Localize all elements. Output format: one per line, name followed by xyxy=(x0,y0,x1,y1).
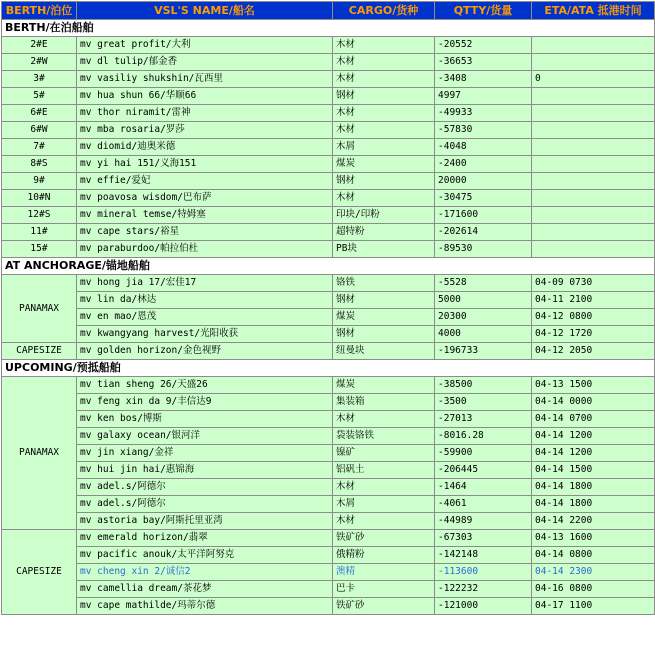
berth-cell: 11# xyxy=(2,224,77,241)
eta-cell: 04-12 2050 xyxy=(532,343,655,360)
quantity-cell: -89530 xyxy=(435,241,532,258)
eta-cell: 04-14 1500 xyxy=(532,462,655,479)
eta-cell xyxy=(532,190,655,207)
berth-cell: 8#S xyxy=(2,156,77,173)
quantity-cell: -44989 xyxy=(435,513,532,530)
cargo-cell: 木材 xyxy=(333,37,435,54)
vessel-name-cell: mv great profit/大利 xyxy=(77,37,333,54)
vessel-name-cell: mv en mao/恩茂 xyxy=(77,309,333,326)
cargo-cell: 煤炭 xyxy=(333,309,435,326)
cargo-cell: 木材 xyxy=(333,122,435,139)
vessel-name-cell: mv poavosa wisdom/巴布萨 xyxy=(77,190,333,207)
cargo-cell: 澳精 xyxy=(333,564,435,581)
eta-cell xyxy=(532,156,655,173)
eta-cell xyxy=(532,173,655,190)
cargo-cell: 木材 xyxy=(333,105,435,122)
table-row xyxy=(2,394,655,411)
table-row xyxy=(2,564,655,581)
vessel-name-cell: mv feng xin da 9/丰信达9 xyxy=(77,394,333,411)
eta-cell: 04-14 2200 xyxy=(532,513,655,530)
quantity-cell: -3408 xyxy=(435,71,532,88)
quantity-cell: -36653 xyxy=(435,54,532,71)
vessel-name-cell: mv astoria bay/阿斯托里亚湾 xyxy=(77,513,333,530)
vessel-name-cell: mv pacific anouk/太平洋阿努克 xyxy=(77,547,333,564)
cargo-cell: 巴卡 xyxy=(333,581,435,598)
vessel-name-cell: mv thor niramit/雷神 xyxy=(77,105,333,122)
table-row xyxy=(2,343,655,360)
table-row xyxy=(2,479,655,496)
vessel-line-up-table xyxy=(1,1,655,615)
section-header-row xyxy=(2,20,655,37)
eta-cell: 04-14 0800 xyxy=(532,547,655,564)
vessel-name-cell: mv hua shun 66/华顺66 xyxy=(77,88,333,105)
cargo-cell: 钢材 xyxy=(333,326,435,343)
vessel-name-cell: mv vasiliy shukshin/瓦西里 xyxy=(77,71,333,88)
table-row xyxy=(2,224,655,241)
eta-cell: 04-13 1500 xyxy=(532,377,655,394)
eta-cell: 04-17 1100 xyxy=(532,598,655,615)
vessel-name-cell: mv adel.s/阿德尔 xyxy=(77,496,333,513)
quantity-cell: -121000 xyxy=(435,598,532,615)
cargo-cell: 木材 xyxy=(333,190,435,207)
table-row xyxy=(2,105,655,122)
quantity-cell: -30475 xyxy=(435,190,532,207)
vessel-name-cell: mv tian sheng 26/天盛26 xyxy=(77,377,333,394)
eta-cell: 04-14 1200 xyxy=(532,445,655,462)
quantity-cell: -38500 xyxy=(435,377,532,394)
eta-cell: 04-11 2100 xyxy=(532,292,655,309)
eta-cell xyxy=(532,37,655,54)
cargo-cell: 纽曼块 xyxy=(333,343,435,360)
table-row xyxy=(2,513,655,530)
quantity-cell: 5000 xyxy=(435,292,532,309)
cargo-cell: 煤炭 xyxy=(333,377,435,394)
vessel-name-cell: mv cape stars/裕星 xyxy=(77,224,333,241)
vessel-name-cell: mv jin xiang/金祥 xyxy=(77,445,333,462)
eta-cell xyxy=(532,224,655,241)
berth-cell: 6#E xyxy=(2,105,77,122)
cargo-cell: 木屑 xyxy=(333,496,435,513)
vessel-class-cell: CAPESIZE xyxy=(2,530,77,615)
table-row xyxy=(2,241,655,258)
section-header-row xyxy=(2,258,655,275)
eta-cell: 04-12 0800 xyxy=(532,309,655,326)
quantity-cell: -142148 xyxy=(435,547,532,564)
eta-cell xyxy=(532,139,655,156)
eta-cell: 04-16 0800 xyxy=(532,581,655,598)
vessel-name-cell: mv kwangyang harvest/光阳收获 xyxy=(77,326,333,343)
vessel-class-cell: PANAMAX xyxy=(2,275,77,343)
eta-cell: 04-13 1600 xyxy=(532,530,655,547)
quantity-cell: -8016.28 xyxy=(435,428,532,445)
quantity-cell: -113600 xyxy=(435,564,532,581)
eta-cell xyxy=(532,122,655,139)
table-row xyxy=(2,88,655,105)
table-row xyxy=(2,377,655,394)
vessel-name-cell: mv cheng xin 2/诚信2 xyxy=(77,564,333,581)
cargo-cell: 木材 xyxy=(333,411,435,428)
berth-cell: 2#W xyxy=(2,54,77,71)
eta-cell: 0 xyxy=(532,71,655,88)
vessel-name-cell: mv dl tulip/郁金香 xyxy=(77,54,333,71)
table-row xyxy=(2,37,655,54)
quantity-cell: -59900 xyxy=(435,445,532,462)
quantity-cell: -171600 xyxy=(435,207,532,224)
vessel-name-cell: mv adel.s/阿德尔 xyxy=(77,479,333,496)
table-row xyxy=(2,428,655,445)
berth-cell: 7# xyxy=(2,139,77,156)
eta-cell: 04-14 0000 xyxy=(532,394,655,411)
vessel-name-cell: mv mineral temse/特姆塞 xyxy=(77,207,333,224)
quantity-cell: -196733 xyxy=(435,343,532,360)
table-row xyxy=(2,139,655,156)
section-title: BERTH/在泊船舶 xyxy=(2,20,655,37)
eta-cell: 04-14 1800 xyxy=(532,479,655,496)
table-row xyxy=(2,275,655,292)
vessel-name-cell: mv diomid/迪奥米德 xyxy=(77,139,333,156)
cargo-cell: 铬铁 xyxy=(333,275,435,292)
eta-cell: 04-09 0730 xyxy=(532,275,655,292)
cargo-cell: 镍矿 xyxy=(333,445,435,462)
table-row xyxy=(2,309,655,326)
table-row xyxy=(2,292,655,309)
table-row xyxy=(2,581,655,598)
vessel-name-cell: mv cape mathilde/玛蒂尔德 xyxy=(77,598,333,615)
quantity-cell: -67303 xyxy=(435,530,532,547)
quantity-cell: -206445 xyxy=(435,462,532,479)
cargo-cell: 钢材 xyxy=(333,292,435,309)
table-row xyxy=(2,122,655,139)
quantity-cell: -122232 xyxy=(435,581,532,598)
quantity-cell: -3500 xyxy=(435,394,532,411)
table-row xyxy=(2,173,655,190)
cargo-cell: 木材 xyxy=(333,479,435,496)
quantity-cell: 20300 xyxy=(435,309,532,326)
cargo-cell: 印块/印粉 xyxy=(333,207,435,224)
cargo-cell: 木屑 xyxy=(333,139,435,156)
eta-cell: 04-14 2300 xyxy=(532,564,655,581)
table-body xyxy=(2,20,655,615)
cargo-cell: 袋装铬铁 xyxy=(333,428,435,445)
table-row xyxy=(2,190,655,207)
header-berth: BERTH/泊位 xyxy=(2,2,77,20)
header-cargo: CARGO/货种 xyxy=(333,2,435,20)
cargo-cell: 木材 xyxy=(333,71,435,88)
berth-cell: 3# xyxy=(2,71,77,88)
cargo-cell: 铝矾土 xyxy=(333,462,435,479)
cargo-cell: 钢材 xyxy=(333,88,435,105)
cargo-cell: 集装箱 xyxy=(333,394,435,411)
cargo-cell: 铁矿砂 xyxy=(333,598,435,615)
berth-cell: 9# xyxy=(2,173,77,190)
quantity-cell: -202614 xyxy=(435,224,532,241)
berth-cell: 15# xyxy=(2,241,77,258)
vessel-name-cell: mv ken bos/博斯 xyxy=(77,411,333,428)
eta-cell: 04-14 0700 xyxy=(532,411,655,428)
quantity-cell: 20000 xyxy=(435,173,532,190)
section-title: UPCOMING/预抵船舶 xyxy=(2,360,655,377)
berth-cell: 6#W xyxy=(2,122,77,139)
header-vessel-name: VSL'S NAME/船名 xyxy=(77,2,333,20)
table-row xyxy=(2,156,655,173)
quantity-cell: -1464 xyxy=(435,479,532,496)
cargo-cell: 煤炭 xyxy=(333,156,435,173)
table-row xyxy=(2,530,655,547)
berth-cell: 2#E xyxy=(2,37,77,54)
cargo-cell: 超特粉 xyxy=(333,224,435,241)
vessel-name-cell: mv hui jin hai/惠锦海 xyxy=(77,462,333,479)
cargo-cell: 铁矿砂 xyxy=(333,530,435,547)
cargo-cell: 木材 xyxy=(333,54,435,71)
eta-cell xyxy=(532,54,655,71)
eta-cell xyxy=(532,241,655,258)
vessel-class-cell: PANAMAX xyxy=(2,377,77,530)
vessel-name-cell: mv paraburdoo/帕拉伯杜 xyxy=(77,241,333,258)
cargo-cell: PB块 xyxy=(333,241,435,258)
vessel-name-cell: mv lin da/林达 xyxy=(77,292,333,309)
quantity-cell: 4997 xyxy=(435,88,532,105)
quantity-cell: -49933 xyxy=(435,105,532,122)
vessel-class-cell: CAPESIZE xyxy=(2,343,77,360)
vessel-name-cell: mv effie/爱妃 xyxy=(77,173,333,190)
header-eta: ETA/ATA 抵港时间 xyxy=(532,2,655,20)
table-row xyxy=(2,207,655,224)
table-row xyxy=(2,71,655,88)
eta-cell: 04-12 1720 xyxy=(532,326,655,343)
quantity-cell: 4000 xyxy=(435,326,532,343)
eta-cell: 04-14 1800 xyxy=(532,496,655,513)
section-header-row xyxy=(2,360,655,377)
vessel-name-cell: mv golden horizon/金色视野 xyxy=(77,343,333,360)
quantity-cell: -4048 xyxy=(435,139,532,156)
cargo-cell: 钢材 xyxy=(333,173,435,190)
quantity-cell: -4061 xyxy=(435,496,532,513)
vessel-name-cell: mv emerald horizon/翡翠 xyxy=(77,530,333,547)
table-row xyxy=(2,326,655,343)
vessel-name-cell: mv yi hai 151/义海151 xyxy=(77,156,333,173)
berth-cell: 5# xyxy=(2,88,77,105)
eta-cell xyxy=(532,105,655,122)
table-row xyxy=(2,462,655,479)
berth-cell: 10#N xyxy=(2,190,77,207)
vessel-name-cell: mv hong jia 17/宏佳17 xyxy=(77,275,333,292)
header-quantity: QTTY/货量 xyxy=(435,2,532,20)
vessel-name-cell: mv galaxy ocean/银河洋 xyxy=(77,428,333,445)
table-row xyxy=(2,598,655,615)
table-row xyxy=(2,54,655,71)
vessel-name-cell: mv mba rosaria/罗莎 xyxy=(77,122,333,139)
eta-cell xyxy=(532,88,655,105)
vessel-name-cell: mv camellia dream/茶花梦 xyxy=(77,581,333,598)
quantity-cell: -27013 xyxy=(435,411,532,428)
header-row xyxy=(2,2,655,20)
cargo-cell: 木材 xyxy=(333,513,435,530)
quantity-cell: -20552 xyxy=(435,37,532,54)
quantity-cell: -5528 xyxy=(435,275,532,292)
table-row xyxy=(2,445,655,462)
quantity-cell: -57830 xyxy=(435,122,532,139)
eta-cell xyxy=(532,207,655,224)
berth-cell: 12#S xyxy=(2,207,77,224)
cargo-cell: 俄精粉 xyxy=(333,547,435,564)
section-title: AT ANCHORAGE/锚地船舶 xyxy=(2,258,655,275)
table-row xyxy=(2,547,655,564)
table-row xyxy=(2,411,655,428)
eta-cell: 04-14 1200 xyxy=(532,428,655,445)
quantity-cell: -2400 xyxy=(435,156,532,173)
table-row xyxy=(2,496,655,513)
